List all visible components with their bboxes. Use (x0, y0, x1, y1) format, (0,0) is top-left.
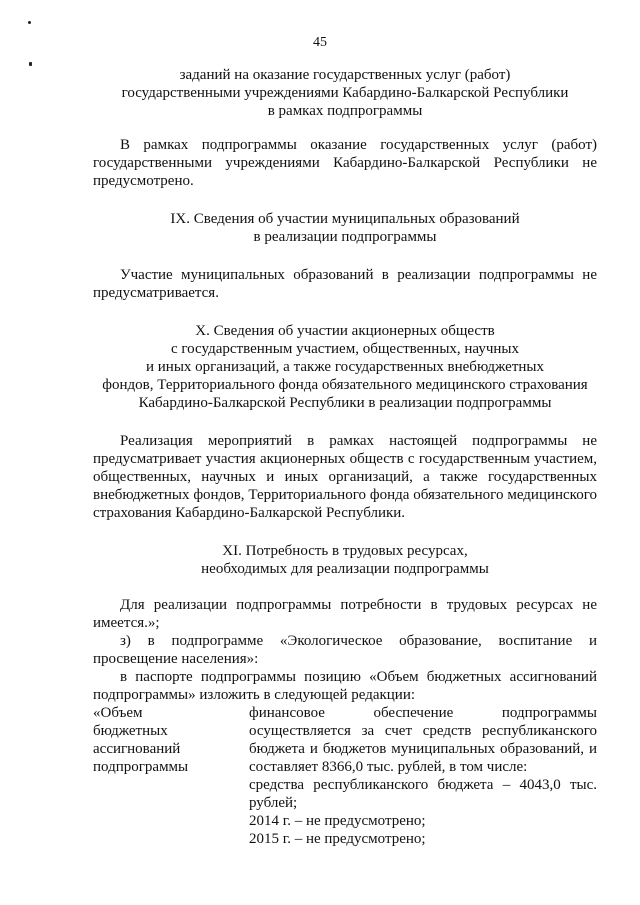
passport-paragraph: в паспорте подпрограммы позицию «Объем бюджетных ассигнований подпрограммы» изложить в следующей редакции: (93, 669, 597, 703)
page-number: 45 (313, 35, 327, 50)
heading-line: государственными учреждениями Кабардино-Балкарской Республики (121, 85, 569, 101)
heading-line: с государственным участием, общественных, научных (171, 341, 519, 357)
table-value-text: средства республиканского бюджета – 4043,0 тыс. рублей; (249, 777, 597, 811)
heading-line: и иных организаций, а также государственных внебюджетных (145, 359, 545, 375)
heading-line: IX. Сведения об участии муниципальных образований (170, 211, 520, 227)
table-value-text: 2014 г. – не предусмотрено; (249, 813, 426, 829)
heading-line: фондов, Территориального фонда обязательного медицинского страхования (102, 377, 588, 393)
heading-line: необходимых для реализации подпрограммы (201, 561, 489, 577)
item-z-paragraph: з) в подпрограмме «Экологическое образование, воспитание и просвещение населения»: (93, 633, 597, 667)
table-label-line: бюджетных (93, 723, 168, 739)
intro-paragraph: В рамках подпрограммы оказание государственных услуг (работ) государственными учреждениями Кабардино-Балкарской Республики не предусмотрено. (93, 137, 597, 189)
table-label-line: подпрограммы (93, 759, 189, 775)
table-label-column (93, 704, 249, 848)
heading-line: в рамках подпрограммы (267, 103, 423, 119)
scan-dot-mark (28, 21, 31, 24)
table-value-text: финансовое обеспечение подпрограммы осуществляется за счет средств республиканского бюджета и бюджетов муниципальных образований, и составляет 8366,0 тыс. рублей, в том числе: (249, 705, 597, 775)
budget-allocation-table (93, 704, 597, 848)
heading-line: XI. Потребность в трудовых ресурсах, (222, 543, 468, 559)
heading-line: Кабардино-Балкарской Республики в реализации подпрограммы (138, 395, 552, 411)
table-value-column (249, 704, 597, 848)
section-10-heading (93, 322, 597, 412)
table-label-line: ассигнований (93, 741, 181, 757)
document-body (93, 66, 597, 848)
section-9-heading (93, 210, 597, 246)
section-9-paragraph: Участие муниципальных образований в реализации подпрограммы не предусматривается. (93, 267, 597, 301)
heading-line: заданий на оказание государственных услуг (работ) (179, 67, 511, 83)
intro-heading (93, 66, 597, 120)
section-11-paragraph: Для реализации подпрограммы потребности в трудовых ресурсах не имеется.»; (93, 597, 597, 631)
scan-dot-mark (29, 62, 32, 66)
heading-line: в реализации подпрограммы (253, 229, 437, 245)
heading-line: X. Сведения об участии акционерных обществ (195, 323, 495, 339)
table-label-line: «Объем (93, 705, 143, 721)
section-11-heading (93, 542, 597, 578)
section-10-paragraph: Реализация мероприятий в рамках настоящей подпрограммы не предусматривает участия акционерных обществ с государственным участием, общественных, научных и иных организаций, а также государственных внебюджетных фондов, Территориального фонда обязательного медицинского страхования Кабардино-Балкарской Республики. (93, 433, 597, 521)
table-value-text: 2015 г. – не предусмотрено; (249, 831, 426, 847)
